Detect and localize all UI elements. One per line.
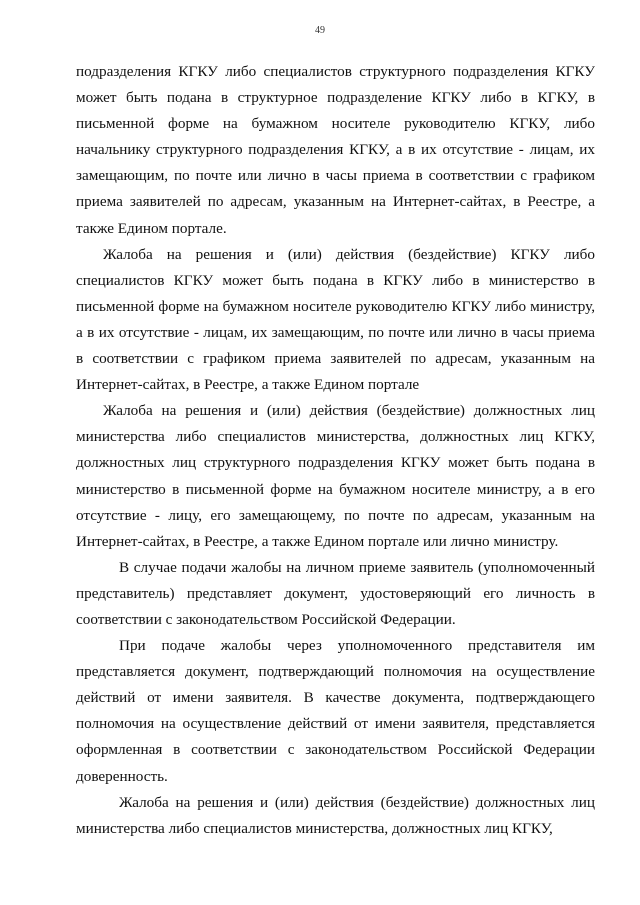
paragraph-complaint-ministry-officials: Жалоба на решения и (или) действия (бездействие) должностных лиц министерства либо специалистов министерства, должностных лиц КГКУ, должностных лиц структурного подразделения КГКУ может быть подана в министерство в письменной форме на бумажном носителе министру, а в его отсутствие - лицу, его замещающему, по почте по адресам, указанным на Интернет-сайтах, в Реестре, а также Едином портале или лично министру. <box>76 402 595 550</box>
page-number: 49 <box>315 25 325 36</box>
paragraph-complaint-continued: Жалоба на решения и (или) действия (бездействие) должностных лиц министерства либо специалистов министерства, должностных лиц КГКУ, <box>76 793 595 837</box>
paragraph-personal-reception: В случае подачи жалобы на личном приеме заявитель (уполномоченный представитель) представляет документ, удостоверяющий его личность в соответствии с законодательством Российской Федерации. <box>76 558 595 628</box>
paragraph-continuation: подразделения КГКУ либо специалистов структурного подразделения КГКУ может быть подана в структурное подразделение КГКУ либо в КГКУ, в письменной форме на бумажном носителе руководителю КГКУ, либо начальнику структурного подразделения КГКУ, а в их отсутствие - лицам, их замещающим, по почте или лично в часы приема в соответствии с графиком приема заявителей по адресам, указанным на Интернет-сайтах, в Реестре, а также Едином портале. <box>76 63 595 237</box>
paragraph-authorized-representative: При подаче жалобы через уполномоченного представителя им представляется документ, подтверждающий полномочия на осуществление действий от имени заявителя. В качестве документа, подтверждающего полномочия на осуществление действий от имени заявителя, представляется оформленная в соответствии с законодательством Российской Федерации доверенность. <box>76 637 595 785</box>
paragraph-complaint-kgku: Жалоба на решения и (или) действия (бездействие) КГКУ либо специалистов КГКУ может быть подана в КГКУ либо в министерство в письменной форме на бумажном носителе руководителю КГКУ либо министру, а в их отсутствие - лицам, их замещающим, по почте или лично в часы приема в соответствии с графиком приема заявителей по адресам, указанным на Интернет-сайтах, в Реестре, а также Едином портале <box>76 245 595 394</box>
body-text <box>76 59 595 842</box>
